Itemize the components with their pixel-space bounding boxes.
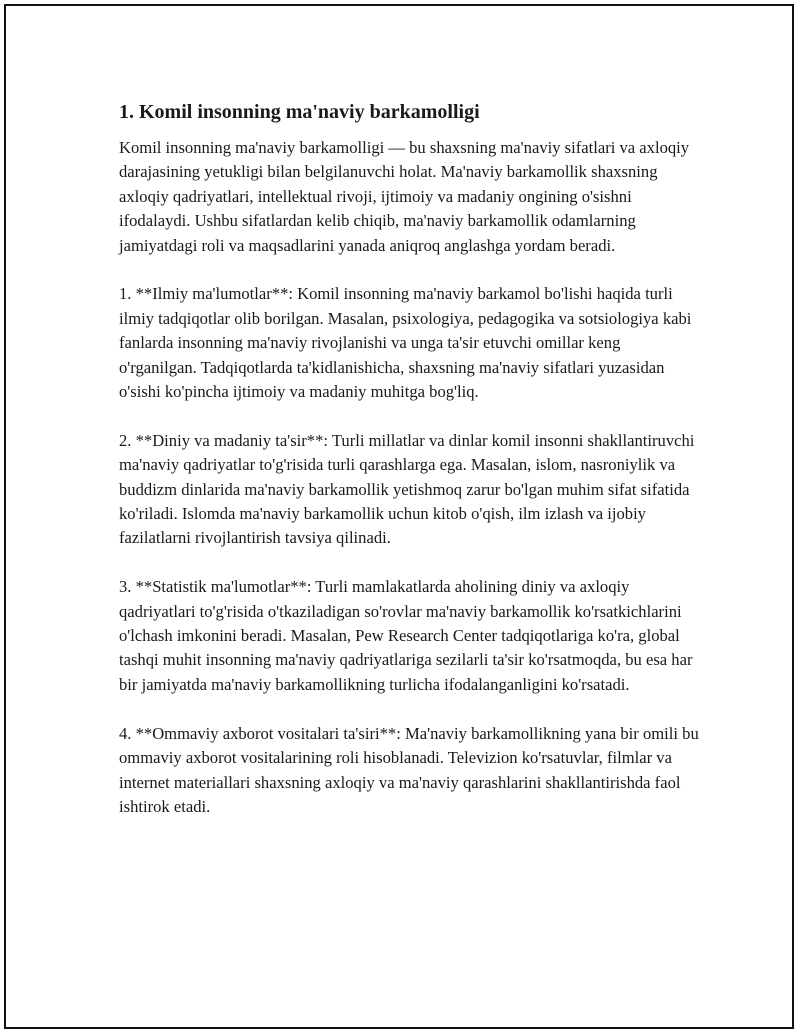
paragraph-religious-cultural-influence: 2. **Diniy va madaniy ta'sir**: Turli millatlar va dinlar komil insonni shakllantiruvchi ma'naviy qadriyatlar to'g'risida turli qarashlarga ega. Masalan, islom, nasroniylik va buddizm dinlarida ma'naviy barkamollik yetishmoq zarur bo'lgan muhim sifat sifatida ko'riladi. Islomda ma'naviy barkamollik uchun kitob o'qish, ilm izlash va ijobiy fazilatlarni rivojlantirish tavsiya qilinadi. bbox=[119, 430, 695, 548]
paragraph-scientific-data: 1. **Ilmiy ma'lumotlar**: Komil insonning ma'naviy barkamol bo'lishi haqida turli ilmiy tadqiqotlar olib borilgan. Masalan, psixologiya, pedagogika va sotsiologiya kabi fanlarda insonning ma'naviy rivojlanishi va unga ta'sir etuvchi omillar keng o'rganilgan. Tadqiqotlarda ta'kidlanishicha, shaxsning ma'naviy sifatlari yuzasidan o'sishi ko'pincha ijtimoiy va madaniy muhitga bog'liq. bbox=[119, 284, 692, 402]
paragraph-mass-media-influence: 4. **Ommaviy axborot vositalari ta'siri**: Ma'naviy barkamollikning yana bir omili bu ommaviy axborot vositalarining roli hisoblanadi. Televizion ko'rsatuvlar, filmlar va internet materiallari shaxsning axloqiy va ma'naviy qarashlarini shakllantirishda faol ishtirok etadi. bbox=[119, 723, 699, 816]
document-page bbox=[4, 4, 794, 1029]
paragraph-statistical-data: 3. **Statistik ma'lumotlar**: Turli mamlakatlarda aholining diniy va axloqiy qadriyatlari to'g'risida o'tkaziladigan so'rovlar ma'naviy barkamollik ko'rsatkichlarini o'lchash imkonini beradi. Masalan, Pew Research Center tadqiqotlariga ko'ra, global tashqi muhit insonning ma'naviy qadriyatlariga sezilarli ta'sir ko'rsatmoqda, bu esa har bir jamiyatda ma'naviy barkamollikning turlicha ifodalanganligini ko'rsatadi. bbox=[119, 577, 693, 694]
intro-paragraph: Komil insonning ma'naviy barkamolligi — bu shaxsning ma'naviy sifatlari va axloqiy darajasining yetukligi bilan belgilanuvchi holat. Ma'naviy barkamollik shaxsning axloqiy qadriyatlari, intellektual rivoji, ijtimoiy va madaniy ongining o'sishni ifodalaydi. Ushbu sifatlardan kelib chiqib, ma'naviy barkamollik odamlarning jamiyatdagi roli va maqsadlarini yanada aniqroq anglashga yordam beradi. bbox=[119, 138, 690, 255]
document-content bbox=[119, 100, 699, 844]
document-title: 1. Komil insonning ma'naviy barkamolligi bbox=[119, 101, 480, 123]
